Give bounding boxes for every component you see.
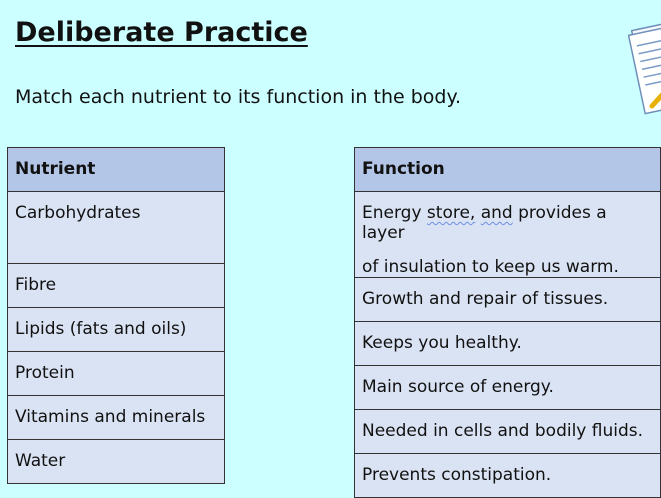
nutrient-cell: Carbohydrates — [8, 192, 225, 264]
function-cell: Keeps you healthy. — [355, 322, 661, 366]
function-cell: Growth and repair of tissues. — [355, 278, 661, 322]
nutrient-cell: Water — [8, 440, 225, 484]
nutrient-cell: Lipids (fats and oils) — [8, 308, 225, 352]
nutrient-table — [7, 147, 225, 484]
function-cell — [355, 192, 661, 278]
instruction-text: Match each nutrient to its function in the body. — [15, 86, 462, 108]
document-with-pencil-icon — [628, 18, 661, 118]
spellcheck-word: store, — [426, 203, 476, 223]
spellcheck-word: and — [480, 203, 513, 223]
function-table — [354, 147, 661, 498]
function-text: provides a layer — [362, 203, 607, 243]
function-cell: Needed in cells and bodily fluids. — [355, 410, 661, 454]
function-cell: Prevents constipation. — [355, 454, 661, 498]
nutrient-header: Nutrient — [8, 148, 225, 192]
nutrient-cell: Fibre — [8, 264, 225, 308]
nutrient-cell: Vitamins and minerals — [8, 396, 225, 440]
function-line — [362, 203, 653, 243]
page-title: Deliberate Practice — [15, 17, 308, 48]
function-line: of insulation to keep us warm. — [362, 257, 619, 277]
function-cell: Main source of energy. — [355, 366, 661, 410]
function-header: Function — [355, 148, 661, 192]
nutrient-cell: Protein — [8, 352, 225, 396]
function-text: Energy — [362, 203, 427, 223]
